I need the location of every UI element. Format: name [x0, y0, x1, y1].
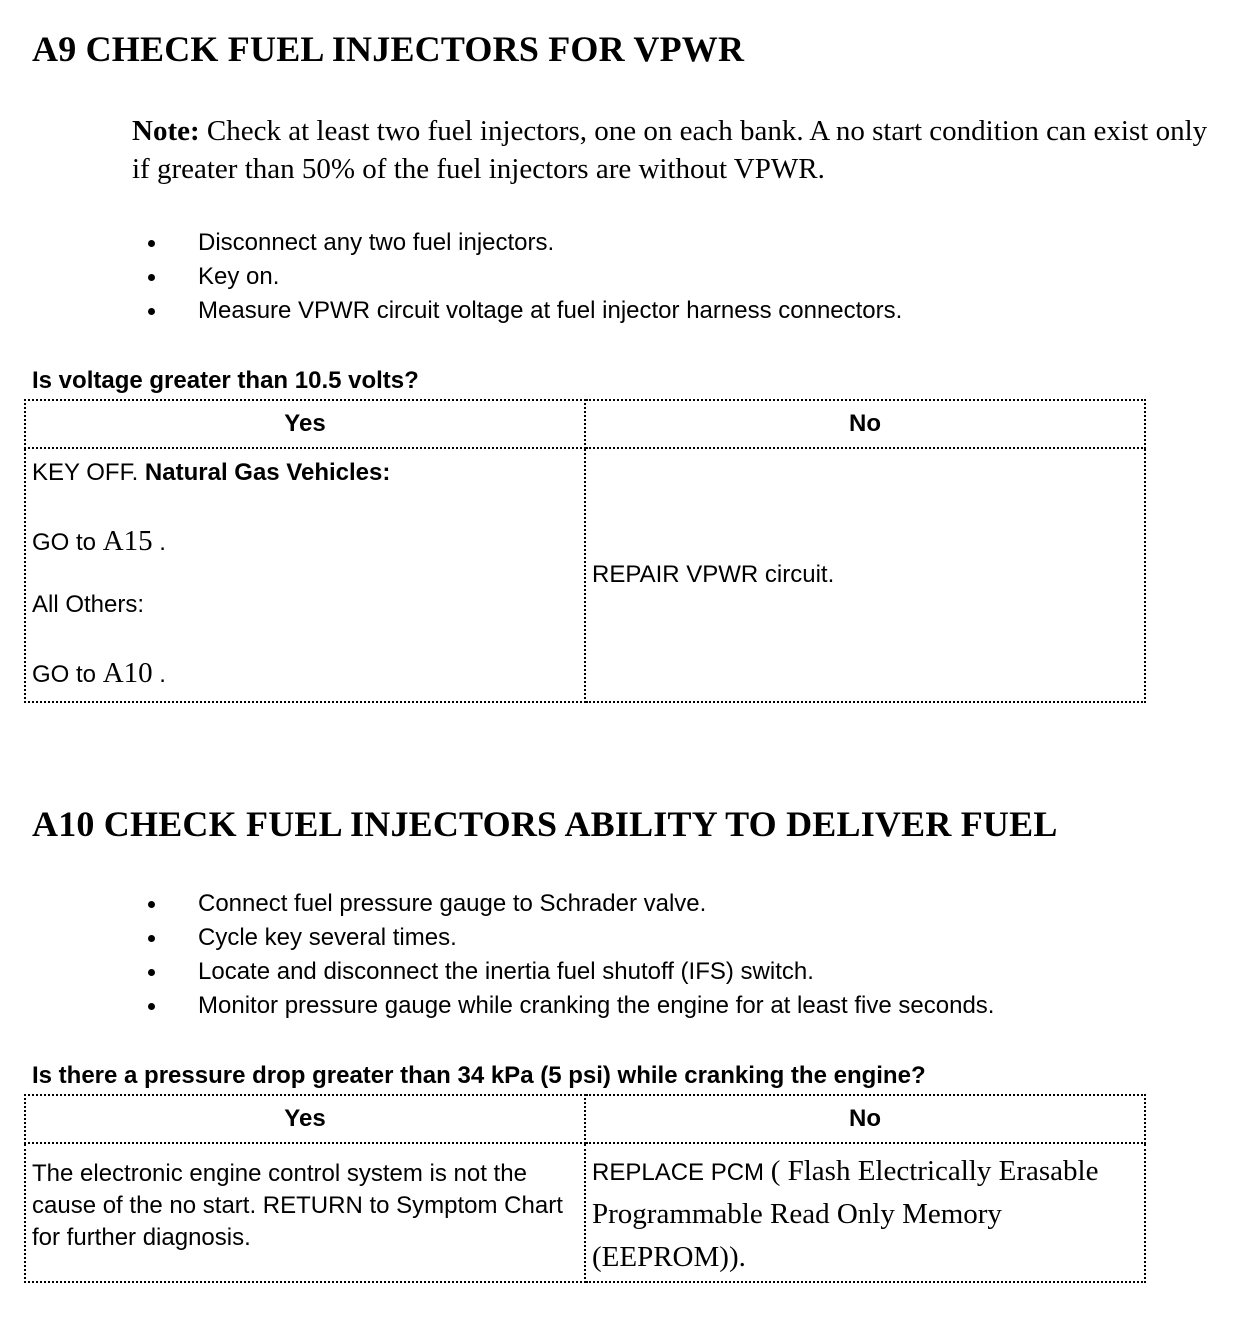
a9-goto-suffix-2: .: [152, 661, 166, 688]
a10-question: Is there a pressure drop greater than 34 kPa (5 psi) while cranking the engine?: [32, 1062, 926, 1089]
a9-decision-table: [24, 399, 1146, 703]
a9-goto-prefix: GO to: [32, 529, 103, 556]
a9-yes-line2: [32, 525, 578, 591]
a9-goto-prefix-2: GO to: [32, 661, 103, 688]
a9-title: A9 CHECK FUEL INJECTORS FOR VPWR: [32, 29, 745, 69]
a9-yes-header: Yes: [25, 400, 585, 448]
a9-yes-line3: All Others:: [32, 591, 145, 618]
a10-link[interactable]: A10: [102, 657, 153, 689]
a9-note-text: Check at least two fuel injectors, one on each bank. A no start condition can exist only if greater than 50% of the fuel injectors are without VPWR.: [132, 115, 1208, 185]
a9-no-cell: REPAIR VPWR circuit.: [585, 448, 1145, 702]
list-item: Connect fuel pressure gauge to Schrader valve.: [146, 887, 994, 921]
list-item: Key on.: [146, 260, 902, 294]
a15-link[interactable]: A15: [102, 525, 153, 557]
list-item: Monitor pressure gauge while cranking the engine for at least five seconds.: [146, 989, 994, 1023]
a9-yes-line1: [32, 459, 578, 525]
a10-replace-pcm: REPLACE PCM: [592, 1159, 771, 1186]
a9-yes-cell: [25, 448, 585, 702]
list-item: Locate and disconnect the inertia fuel shutoff (IFS) switch.: [146, 955, 994, 989]
a10-eeprom-text: ( Flash Electrically Erasable Programmable Read Only Memory (EEPROM)).: [592, 1155, 1099, 1273]
a10-decision-table: [24, 1094, 1146, 1283]
a10-yes-header: Yes: [25, 1095, 585, 1143]
a9-note: [132, 112, 1212, 188]
a10-no-header: No: [585, 1095, 1145, 1143]
a9-yes-line4: [32, 657, 578, 690]
a10-no-cell: [585, 1143, 1145, 1282]
list-item: Cycle key several times.: [146, 921, 994, 955]
a10-title: A10 CHECK FUEL INJECTORS ABILITY TO DELIVER FUEL: [32, 804, 1058, 844]
a9-key-off-text: KEY OFF.: [32, 459, 145, 486]
a9-goto-suffix: .: [152, 529, 166, 556]
a10-yes-cell: The electronic engine control system is not the cause of the no start. RETURN to Symptom Chart for further diagnosis.: [25, 1143, 585, 1282]
a9-natural-gas-label: Natural Gas Vehicles:: [144, 459, 391, 486]
a9-question: Is voltage greater than 10.5 volts?: [32, 367, 419, 394]
list-item: Measure VPWR circuit voltage at fuel injector harness connectors.: [146, 294, 902, 328]
list-item: Disconnect any two fuel injectors.: [146, 226, 902, 260]
a9-no-header: No: [585, 400, 1145, 448]
a10-steps-list: [146, 887, 994, 1023]
a9-steps-list: [146, 226, 902, 328]
a9-note-label: Note:: [132, 115, 200, 147]
